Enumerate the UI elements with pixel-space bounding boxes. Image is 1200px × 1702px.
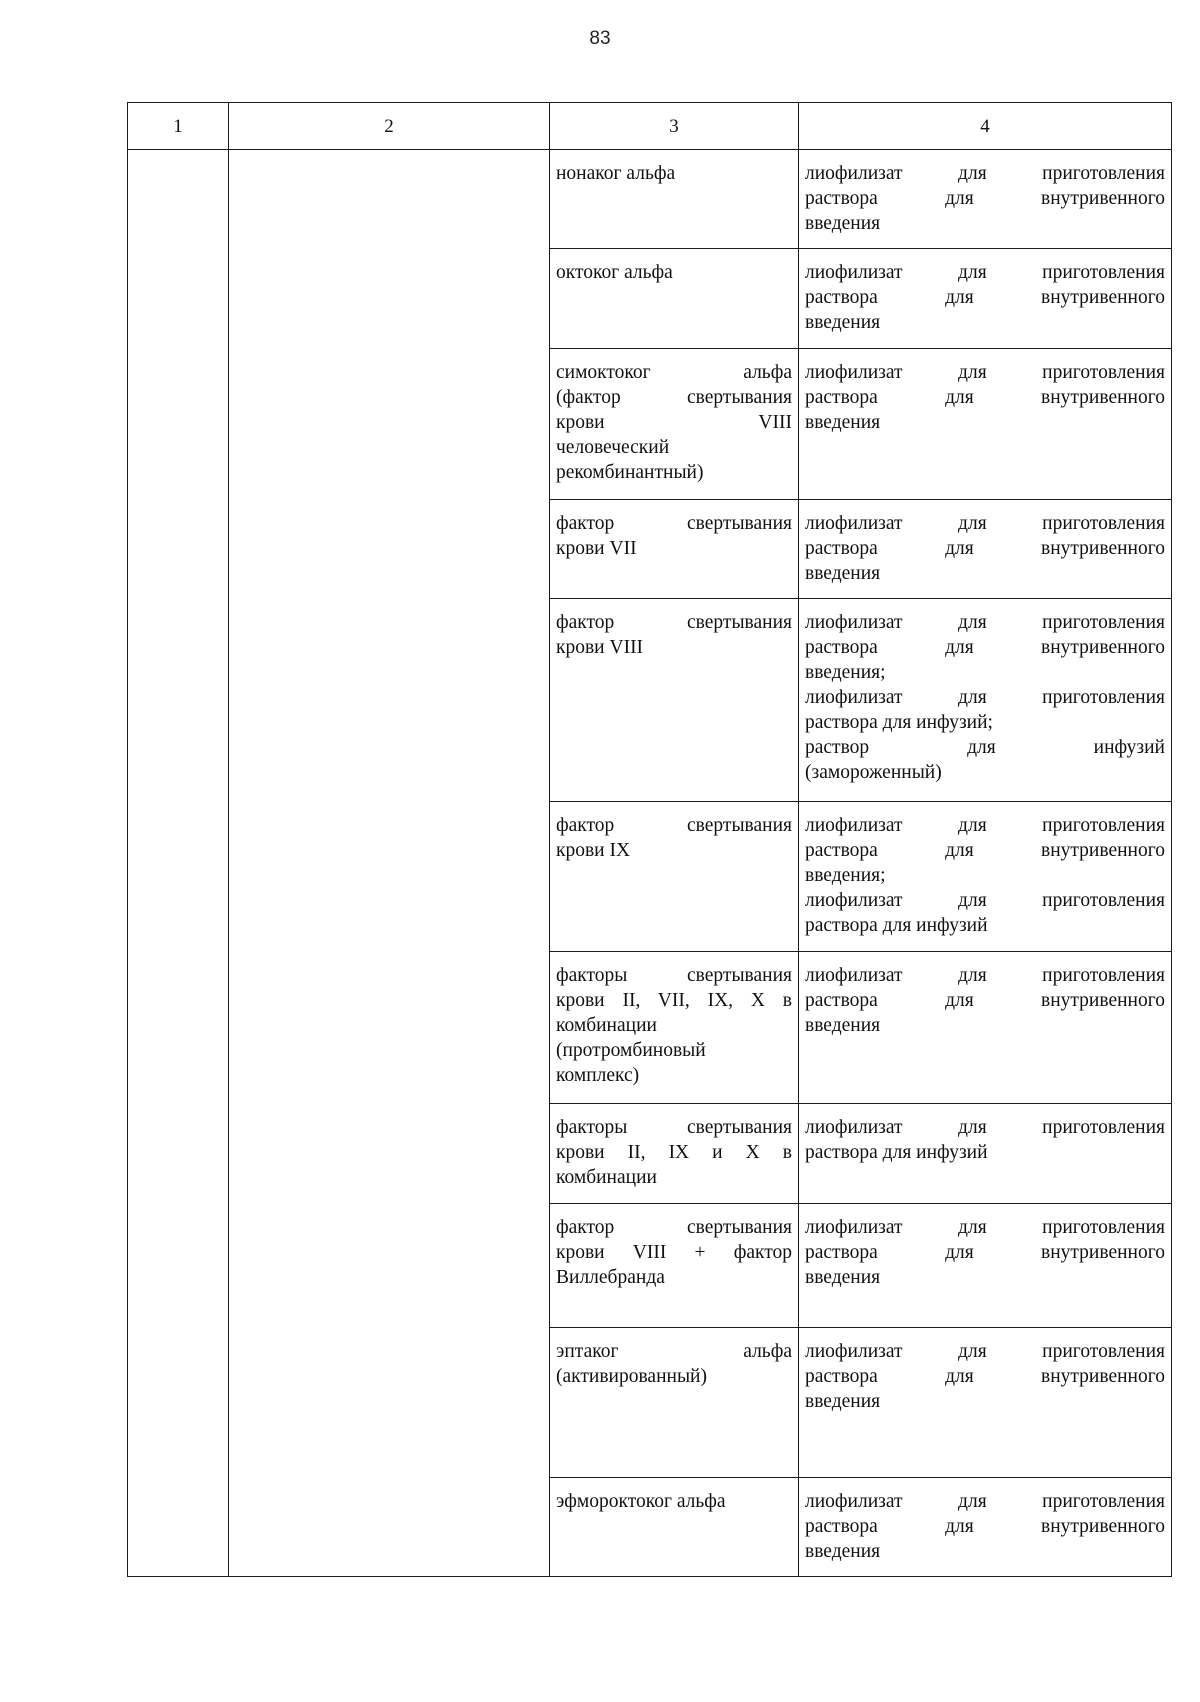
dosage-form-cell [799,952,1172,1104]
dosage-form-line: введения [805,1267,881,1288]
cell-col2 [229,802,550,952]
drug-name-line: фактор свертывания [556,815,792,836]
dosage-form-cell [799,500,1172,599]
dosage-form-line: раствора для внутривенного [805,840,1165,861]
dosage-form-line: лиофилизат для приготовления [805,1341,1165,1362]
cell-col1 [128,1204,229,1328]
drug-name-cell [550,349,799,500]
dosage-form-line: раствора для внутривенного [805,1242,1165,1263]
table-row [128,249,1172,349]
dosage-form-line: введения [805,563,881,584]
dosage-form-line: раствора для внутривенного [805,637,1165,658]
drug-name-cell [550,802,799,952]
table-header-row [128,103,1172,150]
drug-name-line: крови IX [556,840,631,861]
table-row [128,1104,1172,1204]
dosage-form-line: лиофилизат для приготовления [805,612,1165,633]
drug-name-line: крови VIII [556,637,644,658]
drug-name-line: эптаког альфа [556,1341,792,1362]
table-row [128,1204,1172,1328]
drug-name-line: рекомбинантный) [556,462,704,483]
dosage-form-line: лиофилизат для приготовления [805,1217,1165,1238]
dosage-form-cell [799,249,1172,349]
cell-col1 [128,1328,229,1478]
dosage-form-line: лиофилизат для приготовления [805,362,1165,383]
drug-table [127,102,1172,1577]
column-header-2: 2 [229,103,550,150]
drug-name-line: фактор свертывания [556,513,792,534]
table-row [128,952,1172,1104]
dosage-form-cell [799,802,1172,952]
drug-name-line: крови VIII + фактор [556,1242,792,1263]
dosage-form-line: раствора для инфузий [805,1142,988,1163]
drug-name-line: факторы свертывания [556,1117,792,1138]
cell-col1 [128,599,229,802]
dosage-form-line: лиофилизат для приготовления [805,1117,1165,1138]
cell-col1 [128,249,229,349]
table-row [128,599,1172,802]
drug-name-cell [550,599,799,802]
drug-name-line: (протромбиновый [556,1040,706,1061]
dosage-form-cell [799,1478,1172,1577]
dosage-form-line: лиофилизат для приготовления [805,687,1165,708]
drug-name-line: эфмороктоког альфа [556,1491,726,1512]
dosage-form-cell [799,150,1172,249]
dosage-form-line: введения [805,213,881,234]
drug-name-line: крови II, VII, IX, X в [556,990,792,1011]
dosage-form-line: введения; [805,865,886,886]
drug-name-line: комплекс) [556,1065,640,1086]
dosage-form-cell [799,599,1172,802]
drug-name-cell [550,1328,799,1478]
table-row [128,802,1172,952]
dosage-form-line: введения [805,1015,881,1036]
drug-name-line: (фактор свертывания [556,387,792,408]
column-header-3: 3 [550,103,799,150]
dosage-form-line: введения [805,1541,881,1562]
drug-name-cell [550,150,799,249]
dosage-form-line: введения [805,412,881,433]
dosage-form-cell [799,1104,1172,1204]
drug-name-line: октоког альфа [556,262,673,283]
cell-col1 [128,1104,229,1204]
table-row [128,500,1172,599]
cell-col1 [128,349,229,500]
cell-col2 [229,1104,550,1204]
drug-name-line: факторы свертывания [556,965,792,986]
dosage-form-line: раствора для инфузий [805,915,988,936]
table-row [128,150,1172,249]
dosage-form-line: раствора для внутривенного [805,1516,1165,1537]
dosage-form-line: раствора для внутривенного [805,990,1165,1011]
drug-name-line: человеческий [556,437,670,458]
dosage-form-line: введения; [805,662,886,683]
dosage-form-line: лиофилизат для приготовления [805,513,1165,534]
cell-col2 [229,1328,550,1478]
dosage-form-line: раствора для внутривенного [805,538,1165,559]
cell-col2 [229,500,550,599]
drug-name-line: крови II, IX и X в [556,1142,792,1163]
cell-col2 [229,952,550,1104]
dosage-form-line: лиофилизат для приготовления [805,890,1165,911]
drug-name-line: Виллебранда [556,1267,665,1288]
cell-col2 [229,349,550,500]
cell-col1 [128,500,229,599]
dosage-form-line: раствора для внутривенного [805,1366,1165,1387]
column-header-1: 1 [128,103,229,150]
table-row [128,349,1172,500]
drug-name-line: комбинации [556,1015,657,1036]
dosage-form-line: раствора для инфузий; [805,712,993,733]
page-number: 83 [589,28,611,49]
cell-col1 [128,1478,229,1577]
cell-col2 [229,249,550,349]
drug-name-line: фактор свертывания [556,1217,792,1238]
cell-col2 [229,150,550,249]
cell-col1 [128,952,229,1104]
drug-name-line: крови VIII [556,412,792,433]
drug-name-cell [550,249,799,349]
drug-name-cell [550,500,799,599]
drug-name-line: симоктоког альфа [556,362,792,383]
dosage-form-line: лиофилизат для приготовления [805,1491,1165,1512]
dosage-form-line: раствор для инфузий [805,737,1165,758]
dosage-form-line: раствора для внутривенного [805,387,1165,408]
drug-name-line: нонаког альфа [556,163,676,184]
drug-name-cell [550,1104,799,1204]
dosage-form-line: лиофилизат для приготовления [805,163,1165,184]
table-row [128,1328,1172,1478]
table-body [128,150,1172,1577]
cell-col2 [229,1478,550,1577]
dosage-form-cell [799,1204,1172,1328]
dosage-form-line: введения [805,312,881,333]
dosage-form-cell [799,349,1172,500]
drug-name-line: (активированный) [556,1366,707,1387]
cell-col1 [128,150,229,249]
dosage-form-cell [799,1328,1172,1478]
drug-name-line: комбинации [556,1167,657,1188]
cell-col1 [128,802,229,952]
drug-name-line: крови VII [556,538,637,559]
drug-name-cell [550,1204,799,1328]
cell-col2 [229,599,550,802]
drug-name-cell [550,952,799,1104]
drug-name-cell [550,1478,799,1577]
dosage-form-line: (замороженный) [805,762,942,783]
dosage-form-line: лиофилизат для приготовления [805,965,1165,986]
dosage-form-line: лиофилизат для приготовления [805,262,1165,283]
dosage-form-line: раствора для внутривенного [805,188,1165,209]
drug-name-line: фактор свертывания [556,612,792,633]
dosage-form-line: лиофилизат для приготовления [805,815,1165,836]
column-header-4: 4 [799,103,1172,150]
cell-col2 [229,1204,550,1328]
dosage-form-line: введения [805,1391,881,1412]
dosage-form-line: раствора для внутривенного [805,287,1165,308]
table-row [128,1478,1172,1577]
